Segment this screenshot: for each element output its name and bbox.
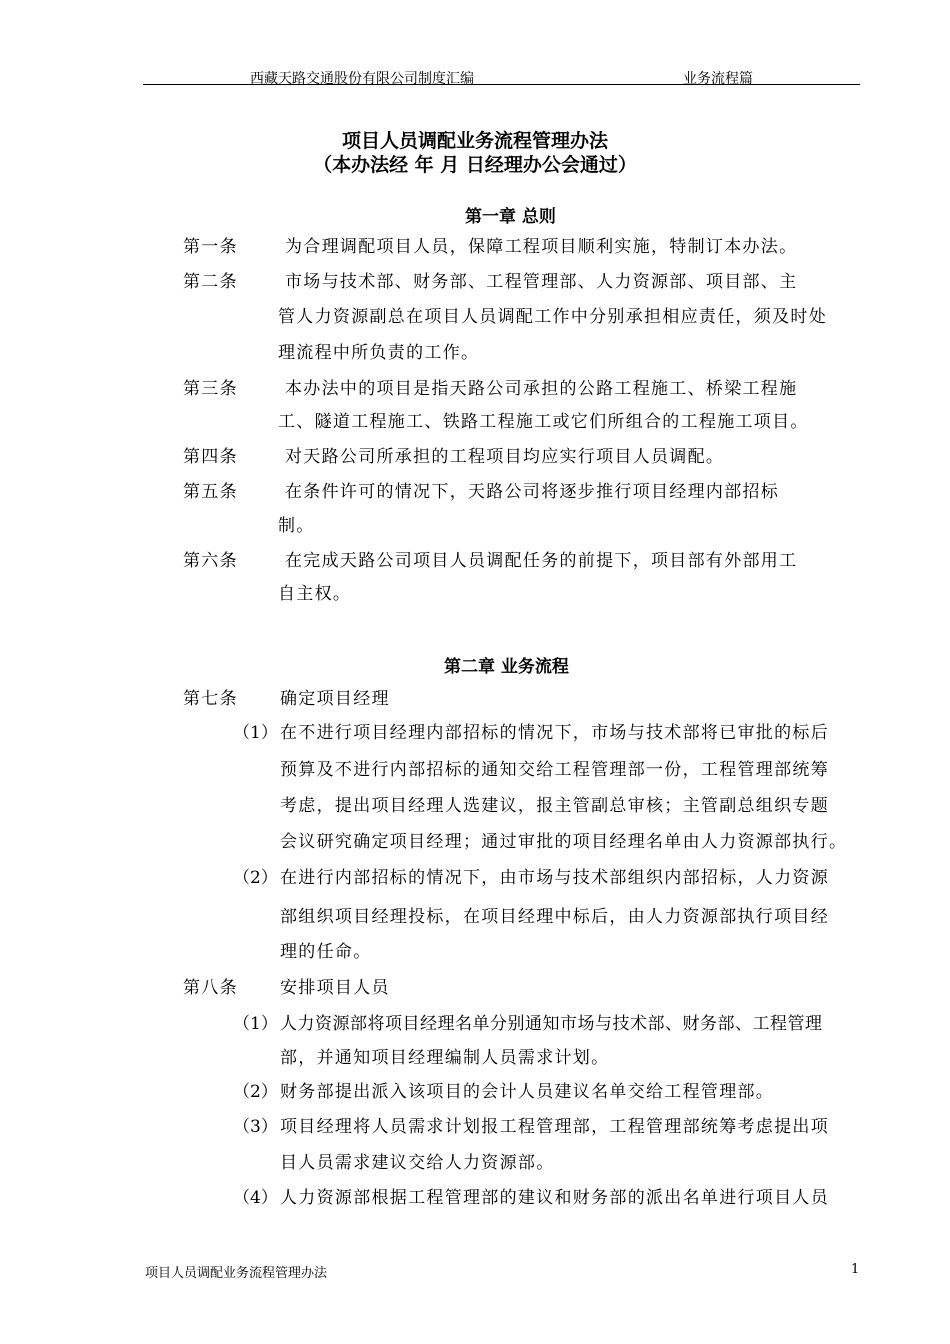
chapter-heading: 第二章 业务流程 bbox=[444, 657, 569, 677]
article-label: 第二条 bbox=[183, 272, 238, 292]
item-number: （1） bbox=[233, 723, 278, 743]
item-number: （1） bbox=[233, 1014, 278, 1034]
item-number: （4） bbox=[233, 1188, 278, 1208]
item-text-line: 预算及不进行内部招标的通知交给工程管理部一份，工程管理部统筹 bbox=[280, 760, 829, 780]
item-text-line: 人力资源部根据工程管理部的建议和财务部的派出名单进行项目人员 bbox=[280, 1188, 829, 1208]
item-text-line: 财务部提出派入该项目的会计人员建议名单交给工程管理部。 bbox=[280, 1082, 775, 1102]
item-number: （3） bbox=[233, 1117, 278, 1137]
article-label: 第三条 bbox=[183, 379, 238, 399]
footer-page-number: 1 bbox=[851, 1262, 860, 1277]
article-text-line: 对天路公司所承担的工程项目均应实行项目人员调配。 bbox=[285, 447, 725, 467]
article-text-line: 工、隧道工程施工、铁路工程施工或它们所组合的工程施工项目。 bbox=[278, 412, 809, 432]
article-text-line: 为合理调配项目人员，保障工程项目顺利实施，特制订本办法。 bbox=[285, 237, 798, 257]
article-text-line: 在完成天路公司项目人员调配任务的前提下，项目部有外部用工 bbox=[285, 551, 798, 571]
item-text-line: 考虑，提出项目经理人选建议，报主管副总审核；主管副总组织专题 bbox=[280, 796, 829, 816]
item-text-line: 部组织项目经理投标，在项目经理中标后，由人力资源部执行项目经 bbox=[280, 907, 829, 927]
article-label: 第四条 bbox=[183, 447, 238, 467]
item-text-line: 项目经理将人员需求计划报工程管理部，工程管理部统筹考虑提出项 bbox=[280, 1117, 829, 1137]
item-number: （2） bbox=[233, 868, 278, 888]
item-text-line: 部，并通知项目经理编制人员需求计划。 bbox=[280, 1048, 610, 1068]
item-text-line: 会议研究确定项目经理；通过审批的项目经理名单由人力资源部执行。 bbox=[280, 832, 848, 852]
article-text-line: 确定项目经理 bbox=[280, 689, 390, 709]
article-label: 第六条 bbox=[183, 551, 238, 571]
article-text-line: 本办法中的项目是指天路公司承担的公路工程施工、桥梁工程施 bbox=[285, 379, 798, 399]
article-text-line: 安排项目人员 bbox=[280, 978, 390, 998]
item-text-line: 在不进行项目经理内部招标的情况下，市场与技术部将已审批的标后 bbox=[280, 723, 829, 743]
document-title: 项目人员调配业务流程管理办法 bbox=[341, 130, 608, 152]
footer-document-name: 项目人员调配业务流程管理办法 bbox=[145, 1266, 328, 1281]
article-text-line: 市场与技术部、财务部、工程管理部、人力资源部、项目部、主 bbox=[285, 272, 798, 292]
header-section-name: 业务流程篇 bbox=[683, 71, 753, 87]
document-subtitle: （本办法经 年 月 日经理办公会通过） bbox=[313, 154, 637, 176]
item-text-line: 理的任命。 bbox=[280, 942, 372, 962]
item-text-line: 在进行内部招标的情况下，由市场与技术部组织内部招标，人力资源 bbox=[280, 868, 829, 888]
chapter-heading: 第一章 总则 bbox=[465, 207, 556, 227]
article-text-line: 在条件许可的情况下，天路公司将逐步推行项目经理内部招标 bbox=[285, 482, 780, 502]
header-company-name: 西藏天路交通股份有限公司制度汇编 bbox=[250, 71, 474, 87]
article-text-line: 制。 bbox=[278, 516, 315, 536]
article-label: 第五条 bbox=[183, 482, 238, 502]
header-rule bbox=[143, 84, 860, 85]
article-text-line: 自主权。 bbox=[278, 584, 352, 604]
article-text-line: 管人力资源副总在项目人员调配工作中分别承担相应责任，须及时处 bbox=[278, 307, 827, 327]
item-text-line: 目人员需求建议交给人力资源部。 bbox=[280, 1153, 555, 1173]
item-number: （2） bbox=[233, 1082, 278, 1102]
item-text-line: 人力资源部将项目经理名单分别通知市场与技术部、财务部、工程管理 bbox=[280, 1014, 823, 1034]
article-text-line: 理流程中所负责的工作。 bbox=[278, 343, 480, 363]
article-label: 第八条 bbox=[183, 978, 238, 998]
article-label: 第七条 bbox=[183, 689, 238, 709]
article-label: 第一条 bbox=[183, 237, 238, 257]
